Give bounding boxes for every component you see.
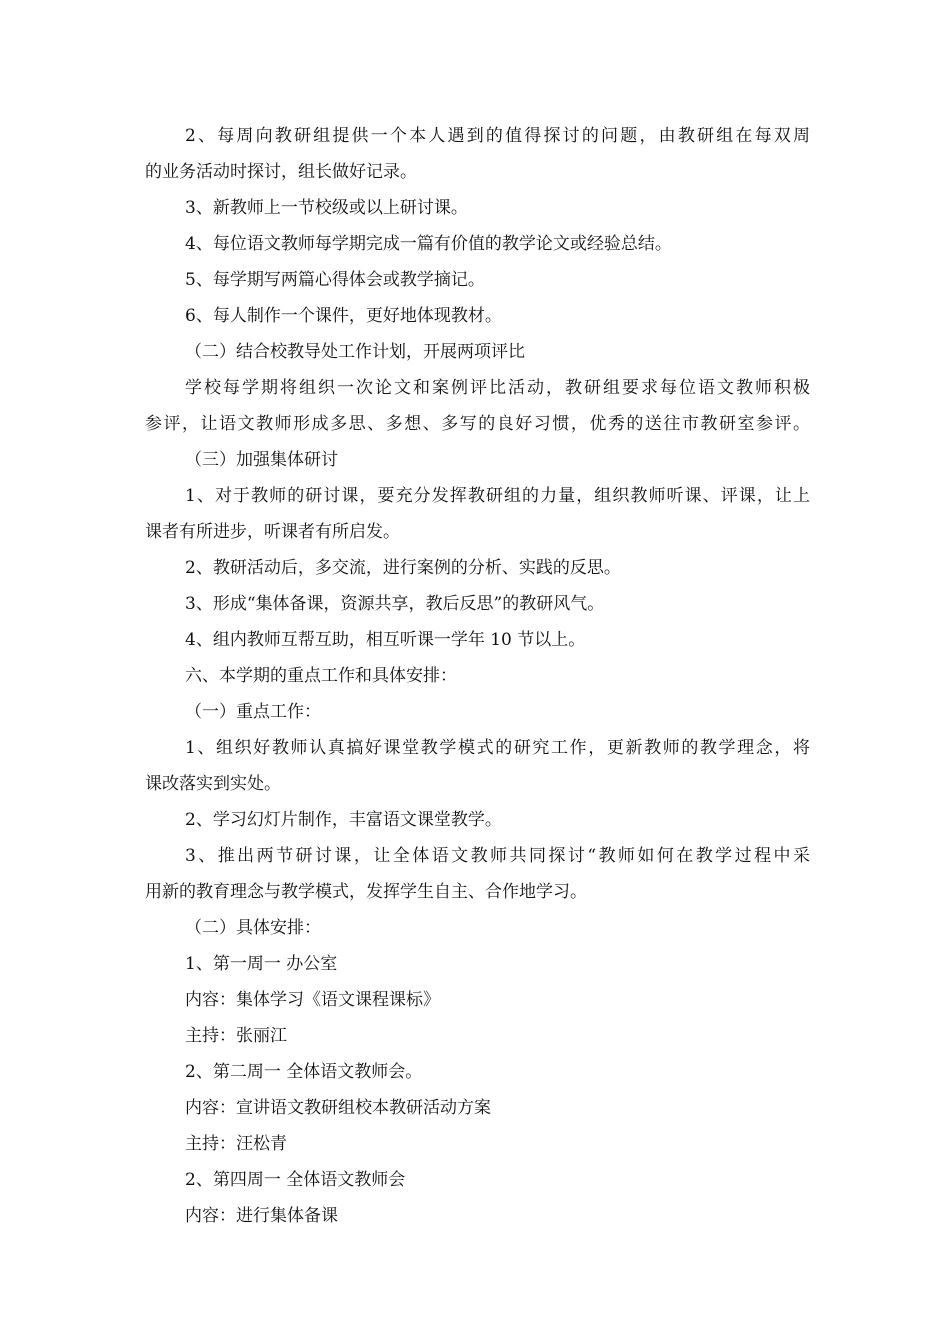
paragraph-line: 学校每学期将组织一次论文和案例评比活动，教研组要求每位语文教师积极 bbox=[185, 378, 810, 398]
section-heading: （二）结合校教导处工作计划，开展两项评比 bbox=[185, 342, 525, 362]
schedule-host: 主持：张丽江 bbox=[185, 1026, 287, 1046]
paragraph-line: 2、教研活动后，多交流，进行案例的分析、实践的反思。 bbox=[185, 558, 621, 578]
schedule-item: 2、第四周一 全体语文教师会 bbox=[185, 1170, 406, 1190]
paragraph-line: 课改落实到实处。 bbox=[145, 774, 281, 794]
section-heading: （二）具体安排： bbox=[185, 918, 321, 938]
section-heading: （一）重点工作： bbox=[185, 702, 321, 722]
paragraph-line: 3、推出两节研讨课，让全体语文教师共同探讨“教师如何在教学过程中采 bbox=[185, 846, 810, 866]
section-heading: 六、本学期的重点工作和具体安排： bbox=[185, 666, 457, 686]
schedule-item: 2、第二周一 全体语文教师会。 bbox=[185, 1062, 423, 1082]
paragraph-line: 3、新教师上一节校级或以上研讨课。 bbox=[185, 198, 468, 218]
paragraph-line: 3、形成“集体备课，资源共享，教后反思”的教研风气。 bbox=[185, 594, 605, 614]
paragraph-line: 参评，让语文教师形成多思、多想、多写的良好习惯，优秀的送往市教研室参评。 bbox=[145, 414, 810, 434]
paragraph-line: 6、每人制作一个课件，更好地体现教材。 bbox=[185, 306, 502, 326]
schedule-content: 内容：进行集体备课 bbox=[185, 1206, 338, 1226]
paragraph-line: 课者有所进步，听课者有所启发。 bbox=[145, 522, 400, 542]
section-heading: （三）加强集体研讨 bbox=[185, 450, 338, 470]
paragraph-line: 4、每位语文教师每学期完成一篇有价值的教学论文或经验总结。 bbox=[185, 234, 672, 254]
paragraph-line: 1、对于教师的研讨课，要充分发挥教研组的力量，组织教师听课、评课，让上 bbox=[185, 486, 810, 506]
paragraph-line: 5、每学期写两篇心得体会或教学摘记。 bbox=[185, 270, 485, 290]
schedule-item: 1、第一周一 办公室 bbox=[185, 954, 338, 974]
paragraph-line: 的业务活动时探讨，组长做好记录。 bbox=[145, 162, 417, 182]
paragraph-line: 2、学习幻灯片制作，丰富语文课堂教学。 bbox=[185, 810, 502, 830]
schedule-content: 内容：宣讲语文教研组校本教研活动方案 bbox=[185, 1098, 491, 1118]
paragraph-line: 用新的教育理念与教学模式，发挥学生自主、合作地学习。 bbox=[145, 882, 587, 902]
schedule-host: 主持：汪松青 bbox=[185, 1134, 287, 1154]
paragraph-line: 2、每周向教研组提供一个本人遇到的值得探讨的问题，由教研组在每双周 bbox=[185, 126, 810, 146]
document-page bbox=[145, 118, 810, 1234]
paragraph-line: 4、组内教师互帮互助，相互听课一学年 10 节以上。 bbox=[185, 630, 586, 650]
schedule-content: 内容：集体学习《语文课程课标》 bbox=[185, 990, 440, 1010]
paragraph-line: 1、组织好教师认真搞好课堂教学模式的研究工作，更新教师的教学理念，将 bbox=[185, 738, 810, 758]
